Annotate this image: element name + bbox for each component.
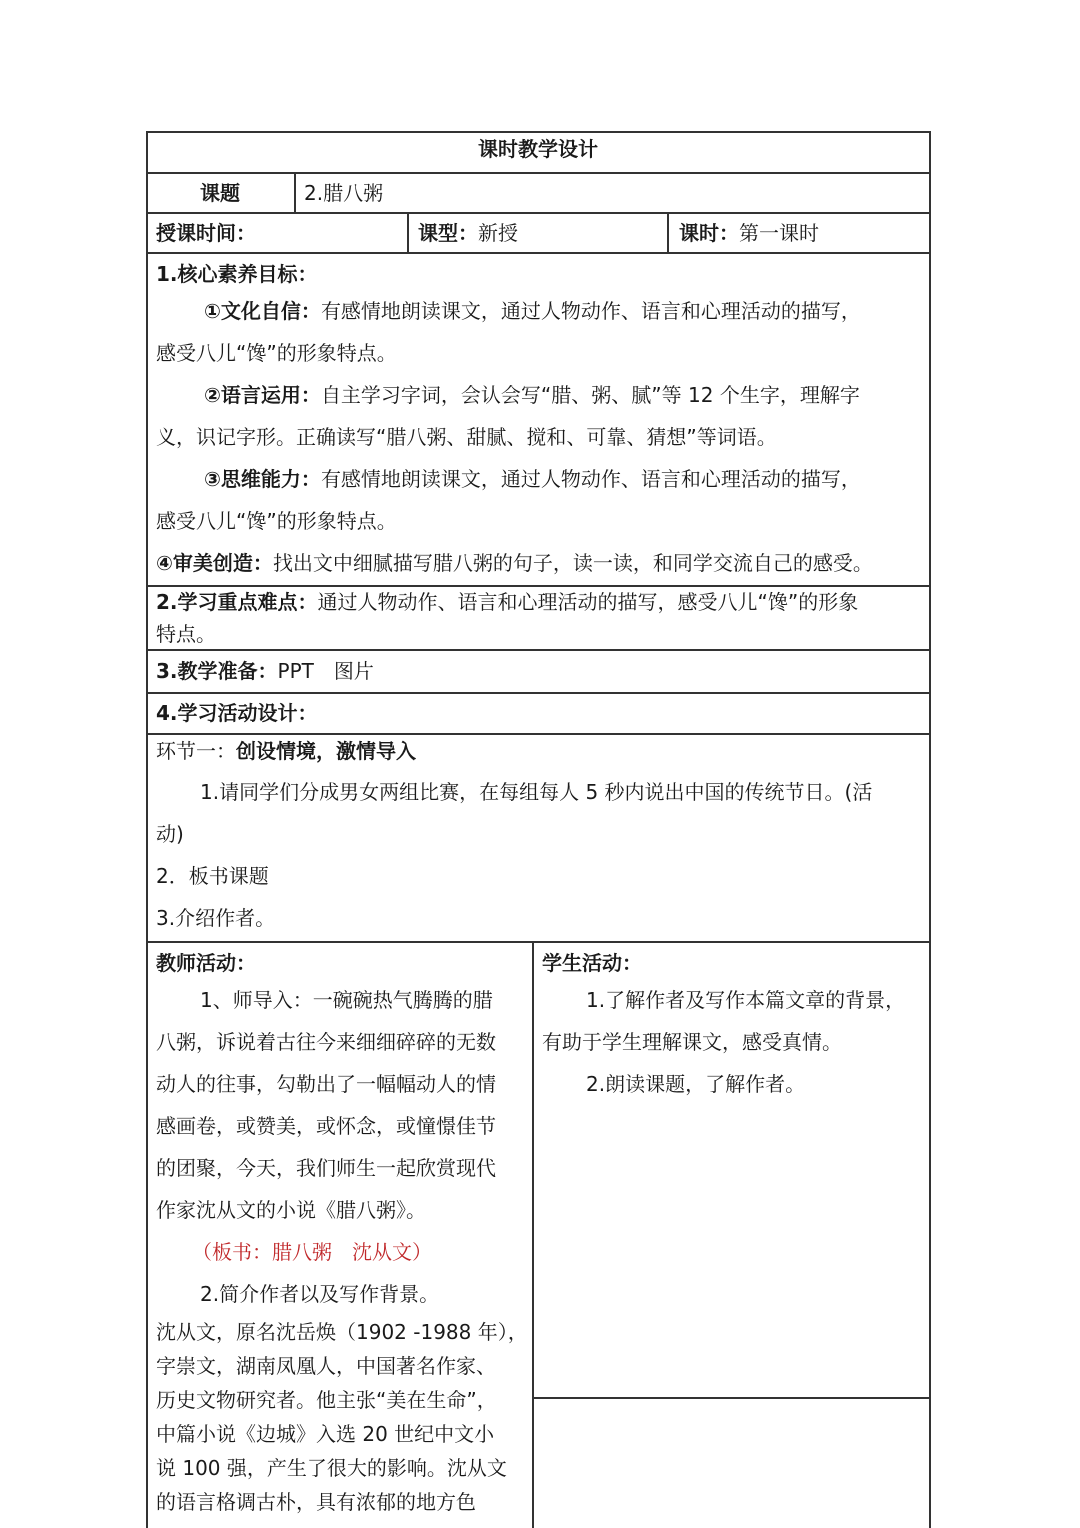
goal-item-continued: 感受八儿“馋”的形象特点。 bbox=[156, 509, 397, 533]
student-heading: 学生活动： bbox=[542, 951, 642, 975]
section-line: 2．板书课题 bbox=[156, 864, 269, 888]
teacher-line: 1、师导入：一碗碗热气腾腾的腊 bbox=[200, 988, 493, 1012]
key-points-label: 2.学习重点难点： bbox=[156, 590, 318, 614]
class-time-label: 授课时间： bbox=[156, 221, 256, 245]
goal-item-continued: 义，识记字形。正确读写“腊八粥、甜腻、搅和、可靠、猜想”等词语。 bbox=[156, 425, 777, 449]
col-divider bbox=[407, 212, 409, 253]
section-line: 动) bbox=[156, 822, 184, 846]
row-divider-right bbox=[532, 1397, 930, 1399]
table-border-right bbox=[929, 131, 931, 1528]
goal-item bbox=[156, 374, 926, 416]
board-note: （板书：腊八粥 沈从文） bbox=[192, 1240, 432, 1264]
goal-item bbox=[156, 458, 926, 500]
goal-item-continued: 感受八儿“馋”的形象特点。 bbox=[156, 341, 397, 365]
author-bio-line: 说 100 强，产生了很大的影响。沈从文 bbox=[156, 1456, 507, 1480]
teacher-line: 的团聚，今天，我们师生一起欣赏现代 bbox=[156, 1156, 496, 1180]
table-border-left bbox=[146, 131, 148, 1528]
section-line: 1.请同学们分成男女两组比赛，在每组每人 5 秒内说出中国的传统节日。(活 bbox=[200, 780, 873, 804]
author-bio-line: 沈从文，原名沈岳焕（1902 -1988 年）， bbox=[156, 1320, 528, 1344]
teacher-line: 感画卷，或赞美，或怀念，或憧憬佳节 bbox=[156, 1114, 496, 1138]
col-divider bbox=[667, 212, 669, 253]
document-title: 课时教学设计 bbox=[478, 137, 598, 161]
lesson-type bbox=[418, 212, 658, 254]
teacher-intro: 2.简介作者以及写作背景。 bbox=[200, 1282, 440, 1306]
goal-item bbox=[156, 542, 926, 584]
key-points-section bbox=[156, 586, 926, 650]
lesson-plan-table bbox=[146, 131, 930, 1528]
teacher-activities bbox=[156, 943, 528, 1519]
col-divider bbox=[294, 172, 296, 213]
teacher-line: 作家沈从文的小说《腊八粥》。 bbox=[156, 1198, 426, 1222]
lesson-period-label: 课时： bbox=[679, 221, 739, 245]
author-bio-line: 历史文物研究者。他主张“美在生命”， bbox=[156, 1388, 497, 1412]
section-line: 3.介绍作者。 bbox=[156, 906, 276, 930]
student-line: 1.了解作者及写作本篇文章的背景， bbox=[586, 988, 906, 1012]
teacher-line: 八粥，诉说着古往今来细细碎碎的无数 bbox=[156, 1030, 496, 1054]
section-prefix: 环节一： bbox=[156, 739, 236, 763]
key-points-text-continued: 特点。 bbox=[156, 622, 216, 646]
key-points-text: 通过人物动作、语言和心理活动的描写，感受八儿“馋”的形象 bbox=[317, 590, 859, 614]
teaching-prep-value: PPT 图片 bbox=[277, 659, 374, 683]
author-bio-line: 的语言格调古朴，具有浓郁的地方色 bbox=[156, 1490, 476, 1514]
key-points-line bbox=[156, 586, 926, 618]
author-bio-line: 中篇小说《边城》入选 20 世纪中文小 bbox=[156, 1422, 495, 1446]
goal-label: ①文化自信： bbox=[204, 299, 321, 323]
section-one-title bbox=[156, 731, 926, 771]
goal-text: 有感情地朗读课文，通过人物动作、语言和心理活动的描写， bbox=[320, 467, 861, 491]
student-line: 2.朗读课题，了解作者。 bbox=[586, 1072, 806, 1096]
student-activities bbox=[542, 943, 924, 1105]
goal-text: 自主学习字词，会认会写“腊、粥、腻”等 12 个生字，理解字 bbox=[320, 383, 860, 407]
teacher-line: 动人的往事，勾勒出了一幅幅动人的情 bbox=[156, 1072, 496, 1096]
lesson-period bbox=[679, 212, 919, 254]
core-goals-heading: 1.核心素养目标： bbox=[156, 262, 318, 286]
section-one bbox=[156, 731, 926, 939]
goal-label: ③思维能力： bbox=[204, 467, 321, 491]
author-bio-line: 字崇文，湖南凤凰人，中国著名作家、 bbox=[156, 1354, 496, 1378]
goal-item bbox=[156, 290, 926, 332]
core-goals-section bbox=[156, 254, 926, 584]
activity-design-label: 4.学习活动设计： bbox=[156, 701, 318, 725]
goal-text: 找出文中细腻描写腊八粥的句子，读一读，和同学交流自己的感受。 bbox=[272, 551, 873, 575]
lesson-period-value: 第一课时 bbox=[739, 221, 819, 245]
goal-label: ④审美创造： bbox=[156, 551, 273, 575]
teaching-prep-label: 3.教学准备： bbox=[156, 659, 278, 683]
col-divider bbox=[532, 941, 534, 1528]
student-line: 有助于学生理解课文，感受真情。 bbox=[542, 1030, 842, 1054]
lesson-type-value: 新授 bbox=[478, 221, 518, 245]
goal-label: ②语言运用： bbox=[204, 383, 321, 407]
teacher-heading: 教师活动： bbox=[156, 951, 256, 975]
section-title: 创设情境，激情导入 bbox=[236, 739, 416, 763]
lesson-type-label: 课型： bbox=[418, 221, 478, 245]
topic-value: 2.腊八粥 bbox=[304, 181, 384, 205]
goal-text: 有感情地朗读课文，通过人物动作、语言和心理活动的描写， bbox=[320, 299, 861, 323]
topic-label: 课题 bbox=[200, 181, 240, 205]
teaching-prep bbox=[156, 650, 926, 692]
